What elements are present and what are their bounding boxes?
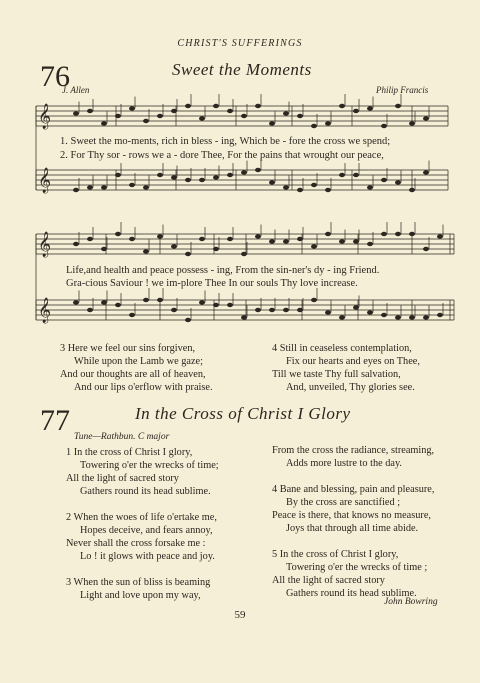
note-head — [367, 310, 373, 314]
note-head — [227, 303, 233, 307]
note-head — [353, 109, 359, 113]
note-head — [185, 252, 191, 256]
note-head — [143, 298, 149, 302]
note-head — [157, 114, 163, 118]
note-head — [381, 313, 387, 317]
note-head — [101, 300, 107, 304]
note-head — [423, 116, 429, 120]
note-head — [409, 188, 415, 192]
note-head — [409, 121, 415, 125]
note-head — [213, 247, 219, 251]
verse-line: Towering o'er the wrecks of time ; — [286, 562, 428, 573]
note-head — [101, 185, 107, 189]
note-head — [129, 183, 135, 187]
page-number: 59 — [234, 609, 246, 621]
lyric-line: 2. For Thy sor - rows we a - dore Thee, For the pains that wrought our peace, — [60, 150, 384, 161]
note-head — [101, 121, 107, 125]
note-head — [227, 237, 233, 241]
verse-line: Gathers round its head sublime. — [80, 486, 211, 497]
verse-line: 2 When the woes of life o'ertake me, — [66, 512, 217, 523]
note-head — [395, 104, 401, 108]
note-head — [87, 237, 93, 241]
verse-line: 5 In the cross of Christ I glory, — [272, 549, 399, 560]
verse-line: Gathers round its head sublime. — [286, 588, 417, 599]
note-head — [227, 109, 233, 113]
note-head — [213, 104, 219, 108]
note-head — [297, 188, 303, 192]
lyric-line: 1. Sweet the mo-ments, rich in bless - ing, Which be - fore the cross we spend; — [60, 136, 391, 147]
note-head — [325, 121, 331, 125]
note-head — [269, 121, 275, 125]
verse-line: 4 Bane and blessing, pain and pleasure, — [272, 484, 435, 495]
note-head — [311, 244, 317, 248]
verse-line: And, unveiled, Thy glories see. — [286, 382, 415, 393]
note-head — [339, 104, 345, 108]
note-head — [87, 308, 93, 312]
note-head — [395, 315, 401, 319]
note-head — [339, 173, 345, 177]
verse-line: All the light of sacred story — [66, 473, 179, 484]
note-head — [325, 232, 331, 236]
note-head — [171, 175, 177, 179]
verse-line — [66, 498, 219, 511]
note-head — [87, 109, 93, 113]
verse-line: Never shall the cross forsake me : — [66, 538, 206, 549]
note-head — [213, 303, 219, 307]
note-head — [353, 173, 359, 177]
note-head — [367, 185, 373, 189]
note-head — [199, 237, 205, 241]
note-head — [283, 308, 289, 312]
verse-line: Adds more lustre to the day. — [286, 458, 403, 469]
note-head — [73, 300, 79, 304]
note-head — [255, 104, 261, 108]
verse-line — [272, 470, 434, 483]
note-head — [409, 315, 415, 319]
note-head — [423, 315, 429, 319]
verse-line: Hopes deceive, and fears annoy, — [80, 525, 213, 536]
note-head — [101, 247, 107, 251]
verse-line: 3 When the sun of bliss is beaming — [66, 577, 211, 588]
note-head — [73, 111, 79, 115]
note-head — [423, 170, 429, 174]
note-head — [241, 114, 247, 118]
note-head — [171, 308, 177, 312]
note-head — [199, 178, 205, 182]
music-notation — [0, 0, 480, 340]
note-head — [297, 114, 303, 118]
composer-credit: J. Allen — [62, 85, 90, 95]
note-head — [311, 298, 317, 302]
verse-line: From the cross the radiance, streaming, — [272, 445, 435, 456]
note-head — [353, 239, 359, 243]
author-credit: Philip Francis — [376, 85, 429, 95]
note-head — [437, 313, 443, 317]
note-head — [283, 239, 289, 243]
clef-icon: 𝄞 — [38, 168, 52, 193]
note-head — [87, 185, 93, 189]
verse-column-right — [272, 342, 420, 394]
lyric-line: Gra-cious Saviour ! we im-plore Thee In our souls Thy love increase. — [66, 278, 358, 289]
note-head — [283, 111, 289, 115]
hymn-title: Sweet the Moments — [172, 60, 312, 79]
verse-line: Fix our hearts and eyes on Thee, — [286, 356, 420, 367]
note-head — [241, 315, 247, 319]
verse-line: Till we taste Thy full salvation, — [272, 369, 401, 380]
author-credit: John Bowring — [384, 597, 438, 607]
note-head — [73, 188, 79, 192]
note-head — [143, 119, 149, 123]
note-head — [129, 106, 135, 110]
note-head — [269, 180, 275, 184]
note-head — [269, 239, 275, 243]
hymn-number: 77 — [40, 404, 70, 437]
verse-line: Towering o'er the wrecks of time; — [80, 460, 219, 471]
note-head — [185, 318, 191, 322]
note-head — [409, 232, 415, 236]
note-head — [325, 188, 331, 192]
note-head — [423, 247, 429, 251]
clef-icon: 𝄞 — [38, 232, 52, 257]
note-head — [311, 124, 317, 128]
note-head — [381, 232, 387, 236]
verse-line: Joys that through all time abide. — [286, 523, 419, 534]
lyric-line: Life,and health and peace possess - ing, From the sin-ner's dy - ing Friend. — [66, 265, 380, 276]
verse-line: By the cross are sanctified ; — [286, 497, 401, 508]
note-head — [255, 168, 261, 172]
note-head — [339, 315, 345, 319]
note-head — [129, 313, 135, 317]
note-head — [367, 106, 373, 110]
verse-column-right — [272, 444, 434, 600]
verse-line: Peace is there, that knows no measure, — [272, 510, 431, 521]
note-head — [255, 234, 261, 238]
note-head — [213, 175, 219, 179]
verse-line: 3 Here we feel our sins forgiven, — [60, 343, 196, 354]
note-head — [311, 183, 317, 187]
clef-icon: 𝄞 — [38, 298, 52, 323]
note-head — [115, 303, 121, 307]
note-head — [283, 185, 289, 189]
tune-credit: Tune—Rathbun. C major — [74, 432, 170, 442]
verse-line: 4 Still in ceaseless contemplation, — [272, 343, 412, 354]
note-head — [115, 173, 121, 177]
note-head — [185, 104, 191, 108]
hymn-title: In the Cross of Christ I Glory — [135, 404, 351, 423]
note-head — [199, 300, 205, 304]
note-head — [185, 178, 191, 182]
verse-line — [66, 563, 219, 576]
note-head — [115, 232, 121, 236]
verse-line: While upon the Lamb we gaze; — [74, 356, 203, 367]
note-head — [115, 114, 121, 118]
note-head — [395, 180, 401, 184]
note-head — [227, 173, 233, 177]
note-head — [381, 124, 387, 128]
note-head — [171, 244, 177, 248]
note-head — [339, 239, 345, 243]
note-head — [367, 242, 373, 246]
note-head — [255, 308, 261, 312]
note-head — [437, 234, 443, 238]
note-head — [143, 185, 149, 189]
note-head — [171, 109, 177, 113]
note-head — [297, 237, 303, 241]
verse-line: 1 In the cross of Christ I glory, — [66, 447, 193, 458]
note-head — [297, 308, 303, 312]
note-head — [73, 242, 79, 246]
verse-line — [272, 535, 434, 548]
verse-line: All the light of sacred story — [272, 575, 385, 586]
note-head — [157, 298, 163, 302]
note-head — [241, 252, 247, 256]
note-head — [129, 237, 135, 241]
verse-column-left — [66, 446, 219, 602]
note-head — [269, 308, 275, 312]
hymn-number: 76 — [40, 60, 70, 93]
running-head: CHRIST'S SUFFERINGS — [177, 38, 303, 49]
verse-column-left — [60, 342, 213, 394]
note-head — [381, 178, 387, 182]
verse-line: And our lips o'erflow with praise. — [74, 382, 213, 393]
note-head — [353, 305, 359, 309]
note-head — [241, 170, 247, 174]
note-head — [395, 232, 401, 236]
verse-line: And our thoughts are all of heaven, — [60, 369, 206, 380]
note-head — [325, 310, 331, 314]
note-head — [143, 249, 149, 253]
note-head — [199, 116, 205, 120]
note-head — [157, 234, 163, 238]
verse-line: Lo ! it glows with peace and joy. — [80, 551, 215, 562]
note-head — [157, 173, 163, 177]
clef-icon: 𝄞 — [38, 104, 52, 129]
verse-line: Light and love upon my way, — [80, 590, 201, 601]
